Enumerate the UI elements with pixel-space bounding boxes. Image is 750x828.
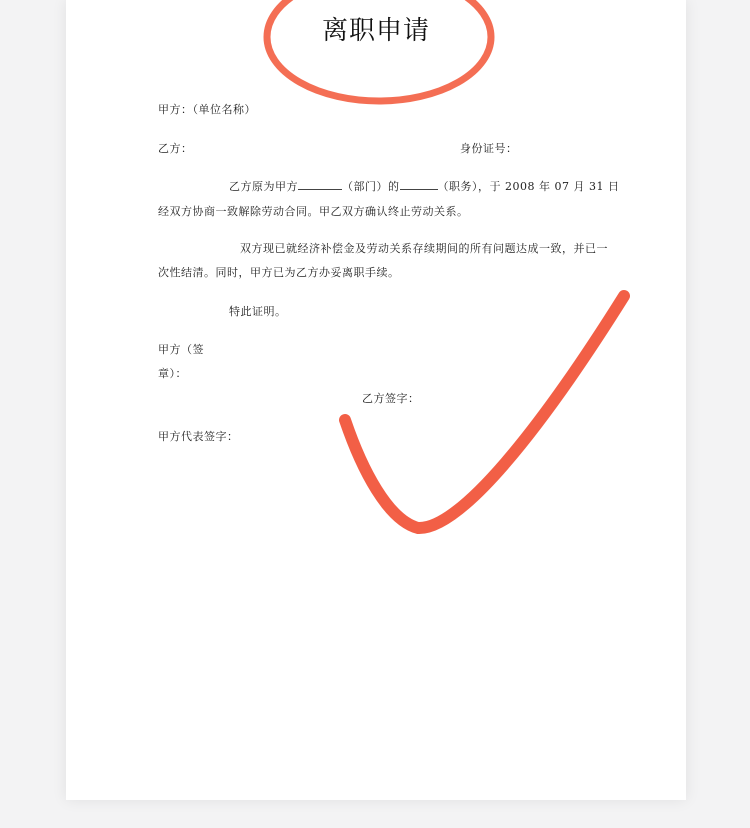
paragraph-2-line-2: 次性结清。同时，甲方已为乙方办妥离职手续。: [158, 266, 400, 279]
party-a-value: （单位名称）: [192, 103, 256, 116]
party-b-signature-label: 乙方签字：: [362, 392, 420, 405]
paragraph-2-line-1: 双方现已就经济补偿金及劳动关系存续期间的所有问题达成一致，并已一: [240, 242, 608, 255]
paragraph-1-line-2: 经双方协商一致解除劳动合同。甲乙双方确认终止劳动关系。: [158, 205, 469, 218]
document-page: [66, 0, 686, 800]
party-a-row: [158, 101, 256, 117]
party-b-label: 乙方：: [158, 142, 193, 155]
para1-text-2: （部门）的: [342, 180, 400, 193]
party-a-label: 甲方：: [158, 103, 193, 116]
para1-text-1: 乙方原为甲方: [229, 180, 298, 193]
department-blank: [298, 180, 342, 190]
paragraph-1-line-1: [229, 178, 619, 194]
para1-text-3: （职务），于 2008 年 07 月 31 日: [437, 180, 620, 193]
party-a-seal-line-2: 章）：: [158, 367, 187, 380]
document-title: 离职申请: [321, 16, 430, 46]
party-a-rep-signature-label: 甲方代表签字：: [158, 430, 239, 443]
position-blank: [400, 180, 438, 190]
party-a-seal-line-1: 甲方（签: [158, 343, 204, 356]
certify-text: 特此证明。: [229, 305, 287, 318]
id-number-label: 身份证号：: [460, 142, 518, 155]
